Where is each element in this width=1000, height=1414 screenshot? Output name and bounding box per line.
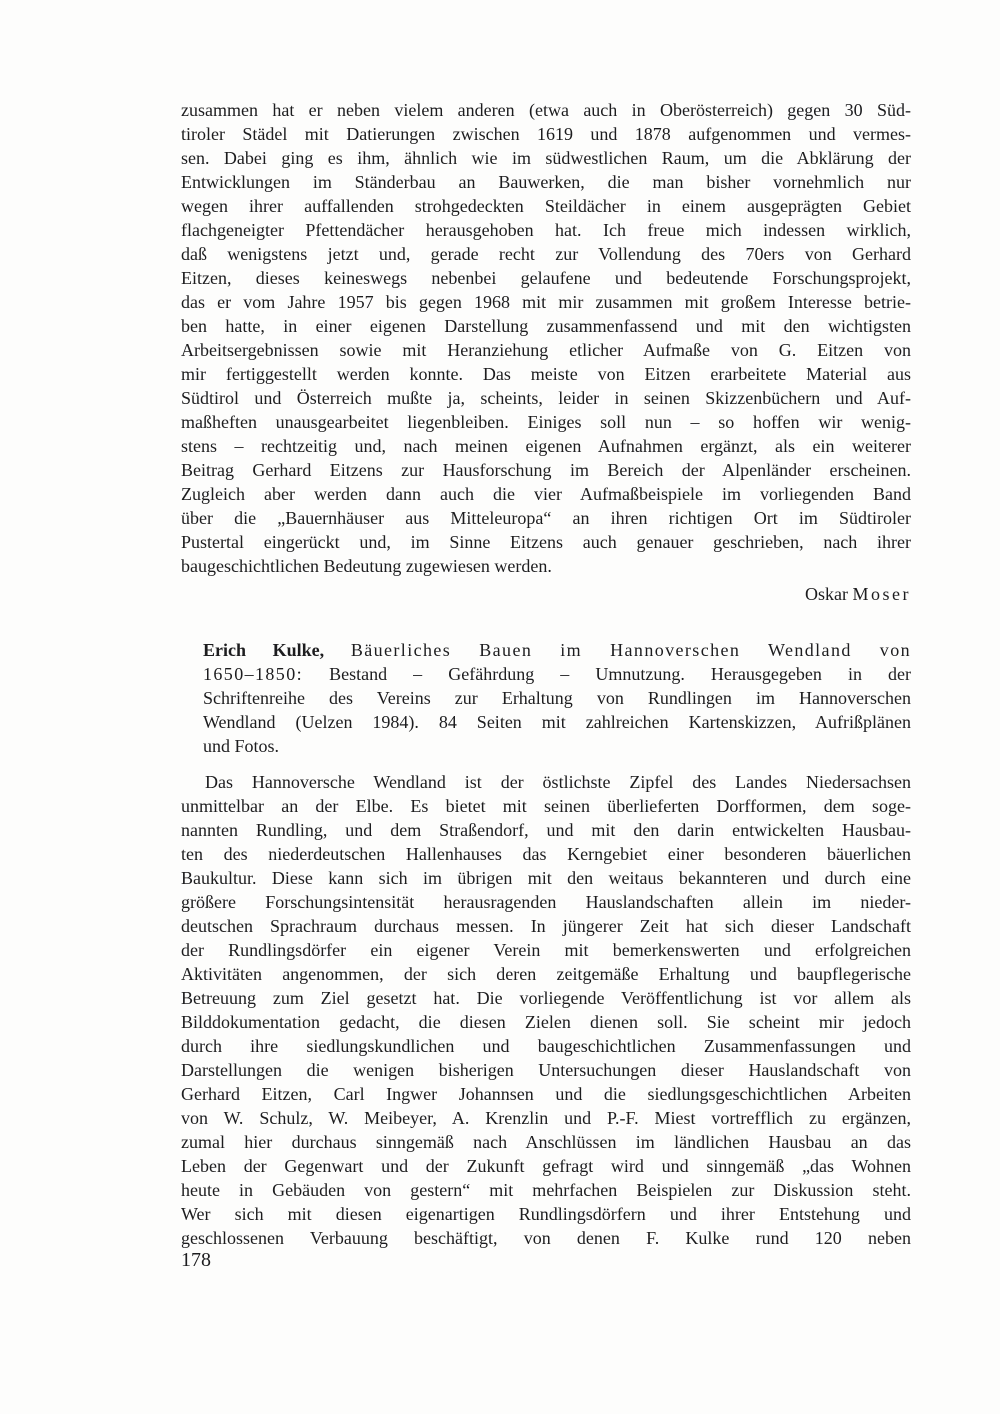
text-line: daß wenigstens jetzt und, gerade recht zur Vollendung des 70ers von Gerhard [181, 244, 911, 264]
text-line: durch ihre siedlungskundlichen und baugeschichtlichen Zusammenfassungen und [181, 1036, 911, 1056]
text-line: Bilddokumentation gedacht, die diesen Zielen dienen soll. Sie scheint mir jedoch [181, 1012, 911, 1032]
text-line: Gerhard Eitzen, Carl Ingwer Johannsen und die siedlungsgeschichtlichen Arbeiten [181, 1084, 911, 1104]
text-line: der Rundlingsdörfer ein eigener Verein mit bemerkenswerten und erfolgreichen [181, 940, 911, 960]
text-line: ten des niederdeutschen Hallenhauses das Kerngebiet einer besonderen bäuerlichen [181, 844, 911, 864]
citation-title: Bäuerliches Bauen im Hannoverschen Wendland von [350, 640, 911, 660]
text-line: Das Hannoversche Wendland ist der östlichste Zipfel des Landes Niedersachsen [205, 772, 911, 792]
book-citation [203, 638, 911, 758]
signature-first-name: Oskar [805, 584, 848, 604]
text-line: das er vom Jahre 1957 bis gegen 1968 mit mir zusammen mit großem Interesse betrie- [181, 292, 911, 312]
text-line: Südtirol und Österreich mußte ja, scheints, leider in seinen Skizzenbüchern und Auf- [181, 388, 911, 408]
text-line: Eitzen, dieses keineswegs nebenbei gelaufene und bedeutende Forschungsprojekt, [181, 268, 911, 288]
text-line: flachgeneigter Pfettendächer herausgehoben hat. Ich freue mich indessen wirklich, [181, 220, 911, 240]
review-paragraph [181, 770, 911, 1250]
signature-surname: Moser [852, 584, 911, 604]
text-line: Arbeitsergebnissen sowie mit Heranziehung etlicher Aufmaße von G. Eitzen von [181, 340, 911, 360]
text-line: Darstellungen die wenigen bisherigen Untersuchungen dieser Hauslandschaft von [181, 1060, 911, 1080]
text-line: maßheften unausgearbeitet liegenbleiben. Einiges soll nun – so hoffen wir wenig- [181, 412, 911, 432]
text-line: Betreuung zum Ziel gesetzt hat. Die vorliegende Veröffentlichung ist vor allem als [181, 988, 911, 1008]
text-line: nannten Rundling, und dem Straßendorf, und mit den darin entwickelten Hausbau- [181, 820, 911, 840]
citation-details [203, 686, 911, 758]
text-line: stens – rechtzeitig und, nach meinen eigenen Aufnahmen ergänzt, als ein weiterer [181, 436, 911, 456]
text-line: mir fertiggestellt werden konnte. Das meiste von Eitzen erarbeitete Material aus [181, 364, 911, 384]
text-line: Leben der Gegenwart und der Zukunft gefragt wird und sinngemäß „das Wohnen [181, 1156, 911, 1176]
citation-subtitle: Bestand – Gefährdung – Umnutzung. Herausgegeben in der [329, 664, 912, 684]
text-line: Baukultur. Diese kann sich im übrigen mit den weitaus bekannteren und durch eine [181, 868, 911, 888]
text-line: von W. Schulz, W. Meibeyer, A. Krenzlin und P.-F. Miest vortrefflich zu ergänzen, [181, 1108, 911, 1128]
text-line: deutschen Sprachraum durchaus messen. In jüngerer Zeit hat sich dieser Landschaft [181, 916, 911, 936]
text-line: Schriftenreihe des Vereins zur Erhaltung von Rundlingen im Hannoverschen [203, 688, 911, 708]
text-line: über die „Bauernhäuser aus Mitteleuropa“ an ihren richtigen Ort im Südtiroler [181, 508, 911, 528]
text-line [203, 662, 911, 686]
text-line [203, 638, 911, 662]
text-line: Beitrag Gerhard Eitzens zur Hausforschung im Bereich der Alpenländer erscheinen. [181, 460, 911, 480]
text-line: geschlossenen Verbauung beschäftigt, von denen F. Kulke rund 120 neben [181, 1228, 911, 1248]
signature [181, 582, 911, 606]
text-line: Aktivitäten angenommen, der sich deren zeitgemäße Erhaltung und baupflegerische [181, 964, 911, 984]
text-line: heute in Gebäuden von gestern“ mit mehrfachen Beispielen zur Diskussion steht. [181, 1180, 911, 1200]
citation-author: Erich Kulke, [203, 640, 325, 660]
text-line: wegen ihrer auffallenden strohgedeckten Steildächer in einem ausgeprägten Gebiet [181, 196, 911, 216]
opening-paragraph [181, 98, 911, 578]
text-line: und Fotos. [203, 736, 280, 756]
text-line: Entwicklungen im Ständerbau an Bauwerken, die man bisher vornehmlich nur [181, 172, 911, 192]
text-line: tiroler Städel mit Datierungen zwischen 1619 und 1878 aufgenommen und vermes- [181, 124, 911, 144]
text-column [181, 98, 911, 1250]
text-line: Zugleich aber werden dann auch die vier Aufmaßbeispiele im vorliegenden Band [181, 484, 911, 504]
text-line: unmittelbar an der Elbe. Es bietet mit seinen überlieferten Dorfformen, dem soge- [181, 796, 911, 816]
text-line: ben hatte, in einer eigenen Darstellung zusammenfassend und mit den wichtigsten [181, 316, 911, 336]
text-line: Wer sich mit diesen eigenartigen Rundlingsdörfern und ihrer Entstehung und [181, 1204, 911, 1224]
text-line: baugeschichtlichen Bedeutung zugewiesen werden. [181, 556, 552, 576]
page-number: 178 [181, 1249, 211, 1271]
text-line: Wendland (Uelzen 1984). 84 Seiten mit zahlreichen Kartenskizzen, Aufrißplänen [203, 712, 911, 732]
text-line: zusammen hat er neben vielem anderen (etwa auch in Oberösterreich) gegen 30 Süd- [181, 100, 911, 120]
text-line: sen. Dabei ging es ihm, ähnlich wie im südwestlichen Raum, um die Abklärung der [181, 148, 911, 168]
citation-title-years: 1650–1850: [203, 664, 304, 684]
text-line: Pustertal eingerückt und, im Sinne Eitzens auch genauer geschrieben, nach ihrer [181, 532, 911, 552]
text-line: zumal hier durchaus sinngemäß nach Anschlüssen im ländlichen Hausbau an das [181, 1132, 911, 1152]
text-line: größere Forschungsintensität herausragenden Hauslandschaften allein im nieder- [181, 892, 911, 912]
